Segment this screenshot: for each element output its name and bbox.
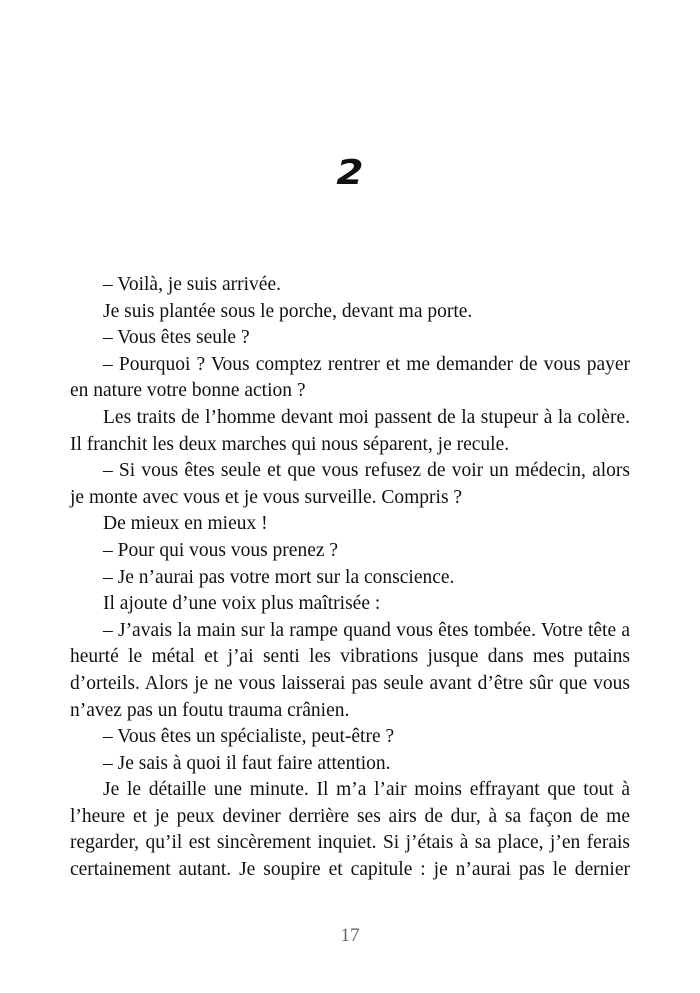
paragraph: – Pourquoi ? Vous comptez rentrer et me demander de vous payer en nature votre bonne action ? [70, 353, 630, 402]
paragraph: – Vous êtes un spécialiste, peut-être ? [103, 726, 395, 748]
paragraph: De mieux en mieux ! [103, 513, 268, 535]
paragraph: – Je n’aurai pas votre mort sur la conscience. [103, 566, 455, 588]
paragraph: Il ajoute d’une voix plus maîtrisée : [103, 593, 381, 615]
paragraph: Je le détaille une minute. Il m’a l’air moins effrayant que tout à l’heure et je peux deviner derrière ses airs de dur, à sa façon de me regarder, qu’il est sincèrement inquiet. Si j’étais à sa place, j’en ferais certainement autant. Je soupire et capitule : je n’aurai pas le dernier [70, 779, 630, 881]
paragraph: Je suis plantée sous le porche, devant ma porte. [103, 300, 473, 322]
paragraph: – Si vous êtes seule et que vous refusez de voir un médecin, alors je monte avec vous et je vous surveille. Compris ? [70, 460, 630, 508]
body-text [70, 272, 630, 884]
paragraph: – Je sais à quoi il faut faire attention. [103, 752, 391, 774]
paragraph: – J’avais la main sur la rampe quand vous êtes tombée. Votre tête a heurté le métal et j’ai senti les vibrations jusque dans mes putains d’orteils. Alors je ne vous laisserai pas seule avant d’être sûr que vous n’avez pas un foutu trauma crânien. [70, 619, 630, 721]
paragraph: – Voilà, je suis arrivée. [103, 274, 281, 295]
paragraph: Les traits de l’homme devant moi passent de la stupeur à la colère. Il franchit les deux marches qui nous séparent, je recule. [70, 406, 630, 455]
paragraph: – Vous êtes seule ? [103, 327, 250, 349]
paragraph: – Pour qui vous vous prenez ? [103, 539, 339, 561]
chapter-number: 2 [336, 153, 364, 193]
page-number: 17 [340, 925, 360, 946]
